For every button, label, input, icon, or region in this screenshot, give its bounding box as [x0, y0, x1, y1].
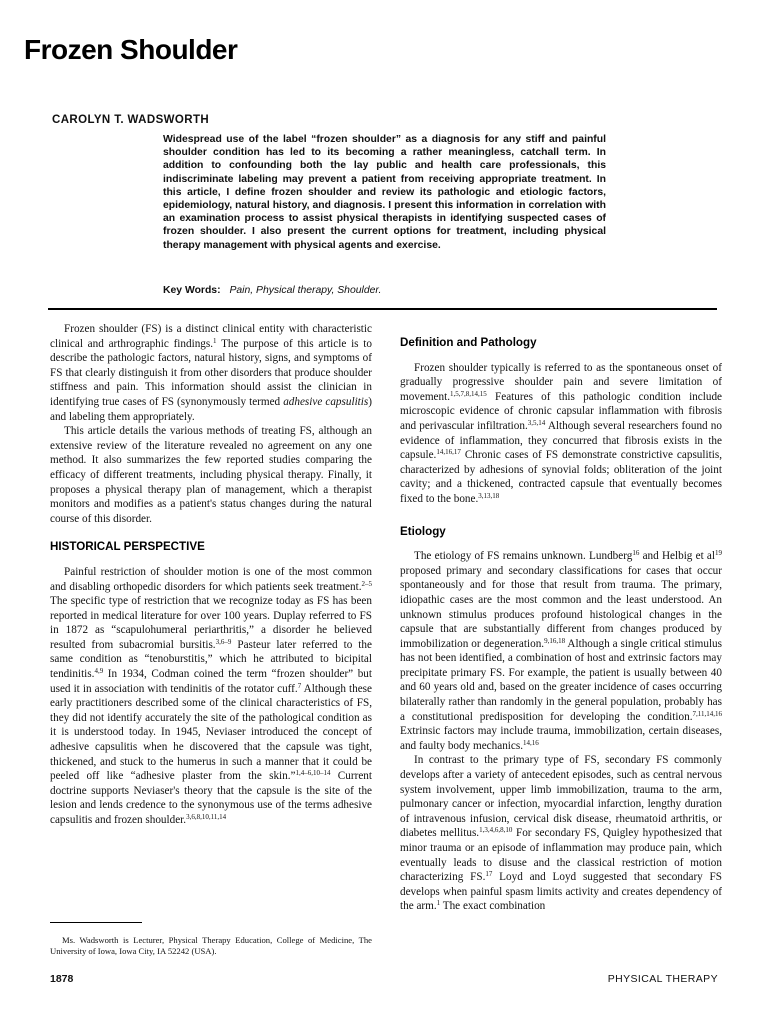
etiology-paragraph-2: In contrast to the primary type of FS, secondary FS commonly develops after a variety of antecedent episodes, such as central nervous system involvement, upper limb immobilization, trauma to the arm, pulmonary cancer or infection, myocardial infarction, lengthy duration of intravenous infusion, cervical disk disease, rheumatoid arthritis, or diabetes mellitus.$^{1,3,4,6,8,10}$ For secondary FS, Quigley hypothesized that minor trauma or an episode of inflammation may produce pain, which eventually leads to disuse and the classical restriction of motion characterizing FS.$^{17}$ Loyd and Loyd suggested that secondary FS develops when painful spasm limits activity and creates dependency of the arm.$^1$ The exact combination	[400, 754, 723, 913]
keywords-value: Pain, Physical therapy, Shoulder.	[229, 285, 382, 296]
left-column	[50, 322, 372, 828]
historical-perspective-heading: HISTORICAL PERSPECTIVE	[50, 540, 205, 554]
intro-paragraph-2: This article details the various methods of treating FS, although an extensive review of the literature revealed no agreement on any one method. It also summarizes the few reported studies comparing the efficacy of different treatments, including physical therapy. Finally, it proposes a physical therapy plan of management, which a therapist monitors and modifies as a patient's status changes during the natural course of this disorder.	[50, 425, 372, 525]
keywords	[163, 285, 381, 296]
intro-paragraph-1: Frozen shoulder (FS) is a distinct clinical entity with characteristic clinical and arthrographic findings.$^1$ The purpose of this article is to describe the pathologic factors, natural history, signs, and symptoms of FS that clearly distinguish it from other disorders that produce shoulder stiffness and pain. This information should assist the clinician in identifying true cases of FS (synonymously termed adhesive capsulitis) and labeling them appropriately.	[50, 323, 372, 423]
page-number: 1878	[50, 973, 74, 985]
journal-name: PHYSICAL THERAPY	[607, 973, 718, 985]
right-column	[400, 322, 722, 914]
article-title: Frozen Shoulder	[24, 34, 238, 65]
historical-paragraph: Painful restriction of shoulder motion is one of the most common and disabling orthopedic disorders for which patients seek treatment.$^{2-5}$ The specific type of restriction that we recognize today as FS has been reported in medical literature for over 100 years. Duplay referred to FS in 1872 as “scapulohumeral periarthritis,” a disorder he believed resulted from subacromial bursitis.$^{3,6-9}$ Pasteur later referred to the same condition as “tenoburstitis,” which he attributed to bicipital tendinitis.$^{4,9}$ In 1934, Codman coined the term “frozen shoulder” but used it in association with tendinitis of the rotator cuff.$^7$ Although these early practitioners described some of the clinical characteristics of FS, they did not identify accurately the site of the pathological condition as it is understood today. In 1945, Neviaser introduced the concept of adhesive capsulitis when he discovered that the capsule was tight, thickened, and stuck to the humerus in such a manner that it could be peeled off like “adhesive plaster from the skin.”$^{1,4-6,10-14}$ Current doctrine supports Neviaser's theory that the capsule is the site of the lesion and lends credence to the synonymous use of the terms adhesive capsulitis and frozen shoulder.$^{3,6,8,10,11,14}$	[50, 565, 372, 826]
etiology-paragraph-1: The etiology of FS remains unknown. Lundberg$^{16}$ and Helbig et $al^{19}$ proposed primary and secondary classifications for cases that occur spontaneously and for those that result from trauma. The primary, idiopathic cases are the most common and the least understood. An unknown stimulus produces profound histological changes in the capsule that are substantially different from changes produced by immobilization or degeneration.$^{9,16,18}$ Although a single critical stimulus has not been identified, a combination of host and extrinsic factors may precipitate primary FS. For example, the patient is usually between 40 and 60 years old and, based on the greater incidence of cases occurring bilaterally rather than randomly in the general population, probably has a constitutional predisposition for developing the condition.$^{7,11,14,16}$ Extrinsic factors may include trauma, immobilization, certain diseases, and faulty body mechanics.$^{14,16}$	[400, 549, 723, 752]
keywords-label: Key Words:	[163, 285, 221, 296]
etiology-heading: Etiology	[400, 524, 446, 538]
author-footnote: Ms. Wadsworth is Lecturer, Physical Therapy Education, College of Medicine, The University of Iowa, Iowa City, IA 52242 (USA).	[50, 935, 372, 957]
header-divider	[48, 308, 717, 310]
definition-paragraph: Frozen shoulder typically is referred to as the spontaneous onset of gradually progressive shoulder pain and severe limitation of movement.$^{1,5,7,8,14,15}$ Features of this pathologic condition include microscopic evidence of chronic capsular inflammation with fibrosis and perivascular infiltration.$^{3,5,14}$ Although several researchers found no evidence of inflammation, they concurred that fibrosis exists in the capsule.$^{14,16,17}$ Chronic cases of FS demonstrate constrictive capsulitis, characterized by adhesions of synovial folds; obliteration of the joint cavity; and a thickened, contracted capsule that eventually becomes fixed to the bone.$^{3,13,18}$	[400, 361, 722, 505]
definition-heading: Definition and Pathology	[400, 336, 537, 349]
abstract: Widespread use of the label “frozen shoulder” as a diagnosis for any stiff and painful shoulder condition has led to its becoming a rather meaningless, catchall term. In addition to confounding both the lay public and health care professionals, this indiscriminate labeling may prevent a patient from receiving appropriate treatment. In this article, I define frozen shoulder and review its pathologic and etiologic factors, epidemiology, natural history, and diagnosis. I present this information in correlation with an examination process to assist physical therapists in identifying suspected cases of frozen shoulder. I also present the current options for treatment, including physical therapy management with physical agents and exercise.	[163, 134, 606, 251]
author-name: CAROLYN T. WADSWORTH	[52, 114, 210, 126]
footnote-divider	[50, 922, 142, 923]
